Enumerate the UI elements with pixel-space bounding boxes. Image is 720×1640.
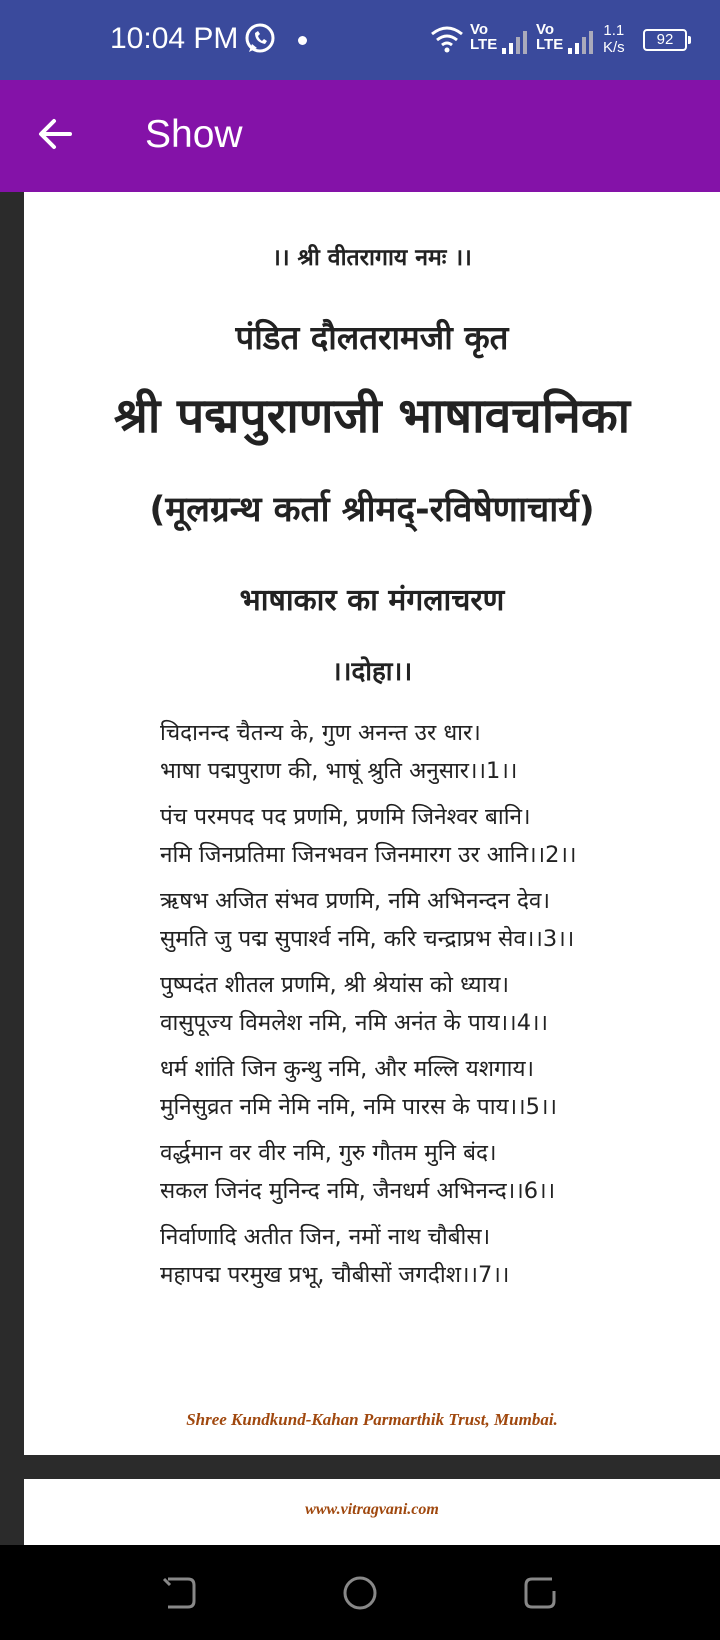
verse-line: वर्द्धमान वर वीर नमि, गुरु गौतम मुनि बंद। (160, 1140, 497, 1166)
wifi-icon (430, 24, 464, 54)
arrow-left-icon[interactable] (30, 107, 84, 161)
status-bar (0, 0, 720, 80)
verse-line: ऋषभ अजित संभव प्रणमि, नमि अभिनन्दन देव। (160, 888, 550, 914)
verse-item (160, 714, 660, 790)
verse-line: भाषा पद्मपुराण की, भाषूं श्रुति अनुसार।।1।। (160, 758, 518, 784)
app-bar (0, 80, 720, 192)
document-subtitle: (मूलग्रन्थ कर्ता श्रीमद्-रविषेणाचार्य) (149, 490, 595, 530)
verse-line: महापद्म परमुख प्रभू, चौबीसों जगदीश।।7।। (160, 1262, 510, 1288)
verse-list (160, 714, 660, 1302)
speed-value: 1.1 (603, 22, 625, 39)
battery-icon: 92 (643, 29, 687, 51)
sim1-line2: LTE (470, 36, 498, 53)
sim1-line1: Vo (470, 21, 489, 38)
verse-item (160, 798, 660, 874)
verse-line: नमि जिनप्रतिमा जिनभवन जिनमारग उर आनि।।2।। (160, 842, 577, 868)
verse-line: चिदानन्द चैतन्य के, गुण अनन्त उर धार। (160, 720, 481, 746)
sim2-line2: LTE (536, 36, 564, 53)
section-heading: भाषाकार का मंगलाचरण (239, 583, 505, 618)
status-time: 10:04 PM (110, 22, 239, 55)
invocation-text: ।। श्री वीतरागाय नमः ।। (272, 245, 472, 271)
content-left-margin (0, 192, 24, 1545)
doha-heading: ।।दोहा।। (331, 657, 413, 687)
network-speed (603, 22, 625, 56)
whatsapp-icon (243, 22, 277, 56)
verse-item (160, 882, 660, 958)
signal-icon (568, 30, 596, 54)
recents-icon[interactable] (520, 1573, 560, 1613)
verse-item (160, 1050, 660, 1126)
sim2-network-label (536, 22, 563, 52)
sim2-line1: Vo (536, 21, 555, 38)
verse-line: पुष्पदंत शीतल प्रणमि, श्री श्रेयांस को ध्याय। (160, 972, 510, 998)
author-line: पंडित दौलतरामजी कृत (235, 318, 509, 357)
website-footer: www.vitragvani.com (305, 1501, 439, 1518)
verse-line: निर्वाणादि अतीत जिन, नमों नाथ चौबीस। (160, 1224, 491, 1250)
home-icon[interactable] (340, 1573, 380, 1613)
speed-unit: K/s (603, 39, 625, 56)
verse-line: धर्म शांति जिन कुन्थु नमि, और मल्लि यशगाय। (160, 1056, 535, 1082)
verse-line: पंच परमपद पद प्रणमि, प्रणमि जिनेश्वर बानि। (160, 804, 531, 830)
verse-line: मुनिसुव्रत नमि नेमि नमि, नमि पारस के पाय।।5।। (160, 1094, 557, 1120)
verse-line: वासुपूज्य विमलेश नमि, नमि अनंत के पाय।।4।। (160, 1010, 549, 1036)
notification-dot-icon (298, 36, 307, 45)
trust-footer: Shree Kundkund-Kahan Parmarthik Trust, Mumbai. (186, 1410, 558, 1429)
verse-item (160, 1134, 660, 1210)
document-title: श्री पद्मपुराणजी भाषावचनिका (113, 388, 631, 444)
verse-item (160, 966, 660, 1042)
back-gesture-icon[interactable] (160, 1573, 200, 1613)
signal-icon (502, 30, 530, 54)
verse-line: सकल जिनंद मुनिन्द नमि, जैनधर्म अभिनन्द।।6।। (160, 1178, 556, 1204)
page-title: Show (145, 113, 243, 156)
document-page[interactable] (24, 192, 720, 1455)
verse-line: सुमति जु पद्म सुपार्श्व नमि, करि चन्द्राप्रभ सेव।।3।। (160, 926, 575, 952)
page-separator (24, 1455, 720, 1479)
sim1-network-label (470, 22, 497, 52)
system-nav-bar (0, 1545, 720, 1640)
verse-item (160, 1218, 660, 1294)
document-page-next[interactable] (24, 1479, 720, 1545)
